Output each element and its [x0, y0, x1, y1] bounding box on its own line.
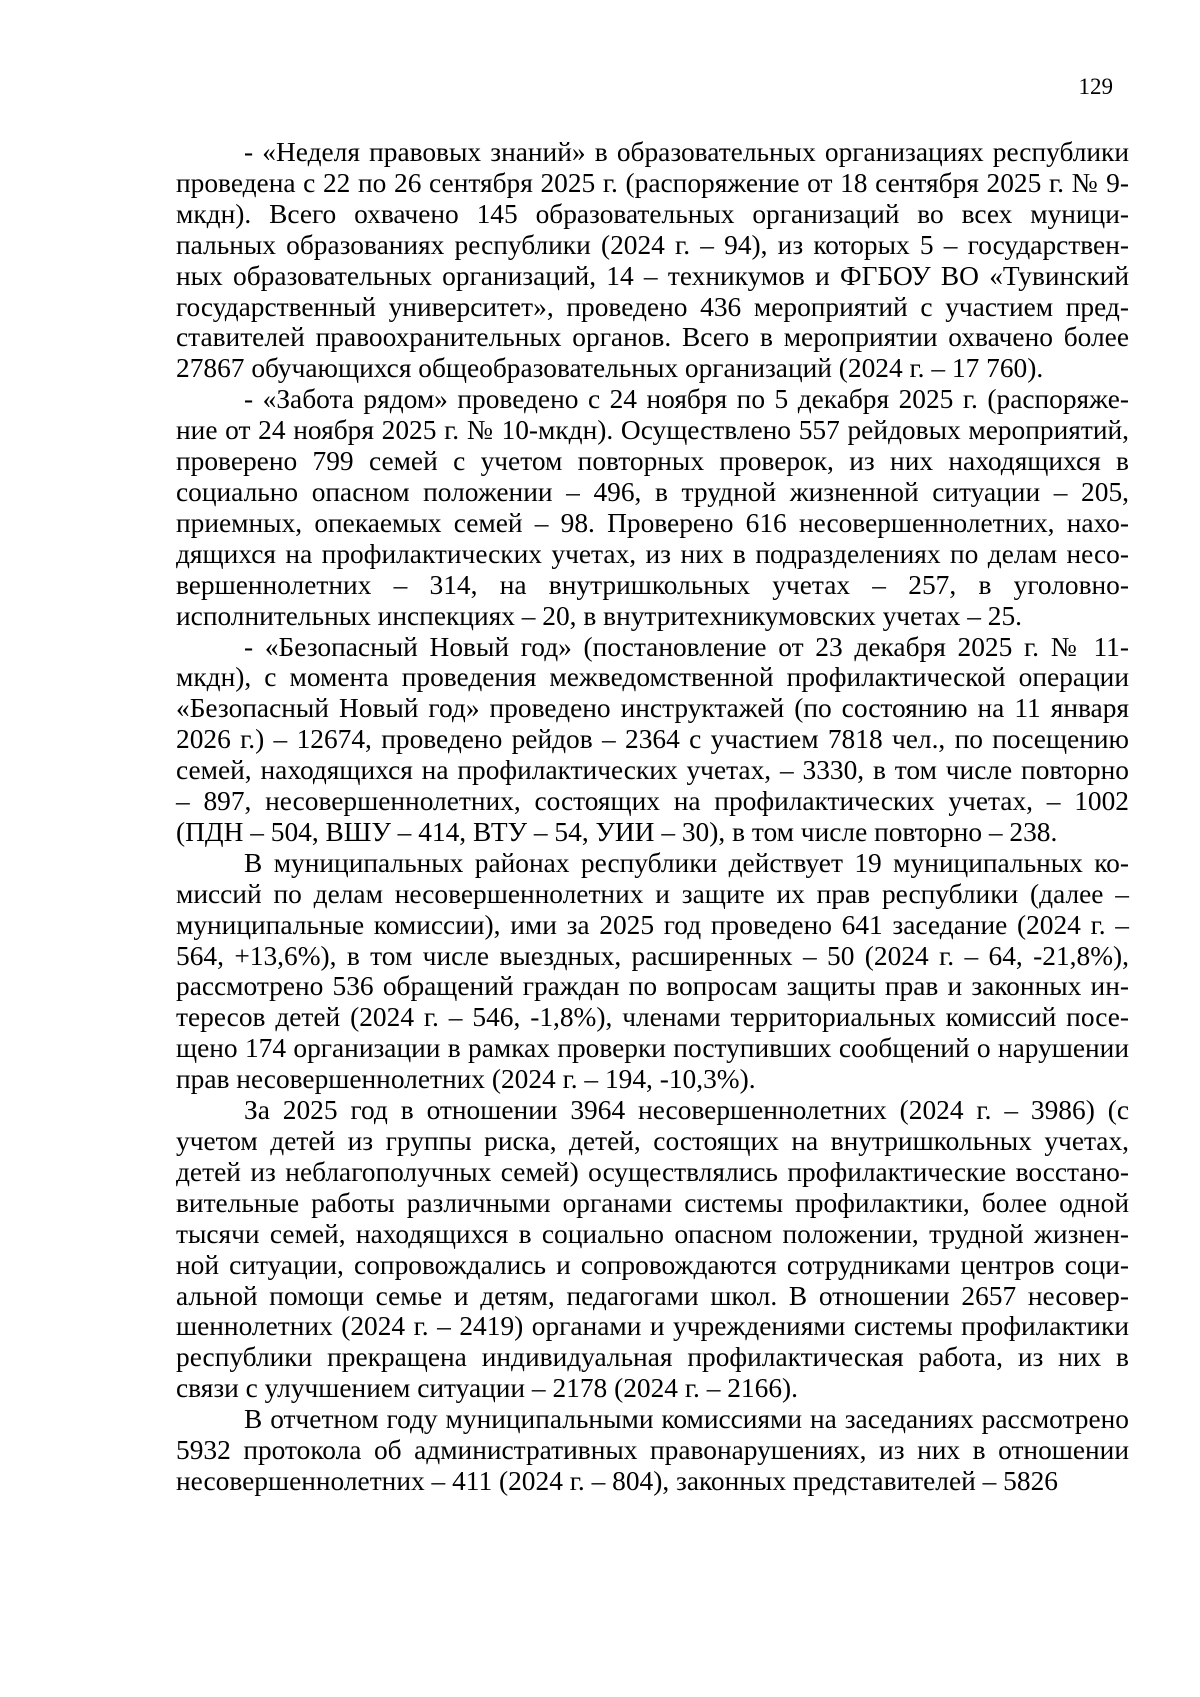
paragraph-preventive-work: За 2025 год в отношении 3964 несовершеннолетних (2024 г. – 3986) (с учетом детей из группы риска, детей, состоящих на внутришкольных учетах, детей из неблагополучных семей) осуществлялись профилактические восстановительные работы различными органами системы профилактики, более одной тысячи семей, находящихся в социально опасном положении, трудной жизненной ситуации, сопровождались и сопровождаются сотрудниками центров социальной помощи семье и детям, педагогами школ. В отношении 2657 несовершеннолетних (2024 г. – 2419) органами и учреждениями системы профилактики республики прекращена индивидуальная профилактическая работа, из них в связи с улучшением ситуации – 2178 (2024 г. – 2166). [176, 1095, 1129, 1404]
paragraph-administrative-protocols: В отчетном году муниципальными комиссиями на заседаниях рассмотрено 5932 протокола об административных правонарушениях, из них в отношении несовершеннолетних – 411 (2024 г. – 804), законных представителей – 5826 [176, 1404, 1129, 1496]
paragraph-care-nearby: - «Забота рядом» проведено с 24 ноября по 5 декабря 2025 г. (распоряжение от 24 ноября 2025 г. № 10-мкдн). Осуществлено 557 рейдовых мероприятий, проверено 799 семей с учетом повторных проверок, из них находящихся в социально опасном положении – 496, в трудной жизненной ситуации – 205, приемных, опекаемых семей – 98. Проверено 616 несовершеннолетних, находящихся на профилактических учетах, из них в подразделениях по делам несовершеннолетних – 314, на внутришкольных учетах – 257, в уголовно-исполнительных инспекциях – 20, в внутритехникумовских учетах – 25. [176, 384, 1129, 631]
paragraph-safe-new-year: - «Безопасный Новый год» (постановление от 23 декабря 2025 г. № 11-мкдн), с момента проведения межведомственной профилактической операции «Безопасный Новый год» проведено инструктажей (по состоянию на 11 января 2026 г.) – 12674, проведено рейдов – 2364 с участием 7818 чел., по посещению семей, находящихся на профилактических учетах, – 3330, в том числе повторно – 897, несовершеннолетних, состоящих на профилактических учетах, – 1002 (ПДН – 504, ВШУ – 414, ВТУ – 54, УИИ – 30), в том числе повторно – 238. [176, 631, 1129, 847]
paragraph-municipal-commissions: В муниципальных районах республики действует 19 муниципальных комиссий по делам несовершеннолетних и защите их прав республики (далее – муниципальные комиссии), ими за 2025 год проведено 641 заседание (2024 г. – 564, +13,6%), в том числе выездных, расширенных – 50 (2024 г. – 64, -21,8%), рассмотрено 536 обращений граждан по вопросам защиты прав и законных интересов детей (2024 г. – 546, -1,8%), членами территориальных комиссий посещено 174 организации в рамках проверки поступивших сообщений о нарушении прав несовершеннолетних (2024 г. – 194, -10,3%). [176, 847, 1129, 1095]
document-body [176, 137, 1129, 1497]
page-number: 129 [1078, 74, 1113, 99]
paragraph-legal-knowledge-week: - «Неделя правовых знаний» в образовательных организациях республики проведена с 22 по 26 сентября 2025 г. (распоряжение от 18 сентября 2025 г. № 9-мкдн). Всего охвачено 145 образовательных организаций во всех муниципальных образованиях республики (2024 г. – 94), из которых 5 – государственных образовательных организаций, 14 – техникумов и ФГБОУ ВО «Тувинский государственный университет», проведено 436 мероприятий с участием представителей правоохранительных органов. Всего в мероприятии охвачено более 27867 обучающихся общеобразовательных организаций (2024 г. – 17 760). [176, 137, 1129, 384]
